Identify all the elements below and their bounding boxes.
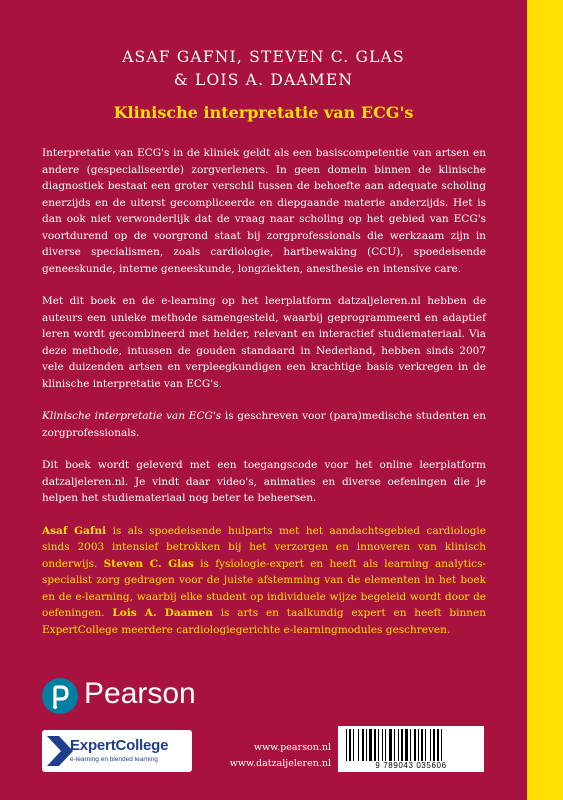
bio-text-daamen: is arts en taalkundig expert en heeft binnen ExpertCollege meerdere cardiologiegerichte e-learningmodules geschreven. [42, 607, 486, 636]
bio-name-daamen: Lois A. Daamen [112, 607, 213, 619]
barcode-bar [433, 729, 435, 761]
barcode-bar [369, 729, 372, 761]
barcode-bar [349, 729, 351, 761]
barcode-bar [398, 729, 399, 761]
pearson-logo [42, 676, 202, 716]
barcode-bar [353, 729, 354, 761]
author-bio-paragraph [42, 523, 486, 639]
barcode-bar [358, 729, 359, 761]
author-line-1: ASAF GAFNI, STEVEN C. GLAS [122, 48, 405, 66]
method-paragraph: Met dit boek en de e-learning op het leerplatform datzaljeleren.nl hebben de auteurs een unieke methode samengesteld, waarbij geprogrammeerd en adaptief leren wordt gecombineerd met helder, relevant en interactief studiemateriaal. Via deze methode, intussen de gouden standaard in Nederland, hebben sinds 2007 vele duizenden artsen en verpleegkundigen een krachtige basis verkregen in de klinische interpretatie van ECG's. [42, 295, 486, 390]
barcode-bar [378, 729, 379, 761]
barcode-bar [418, 729, 419, 761]
bio-text-glas: is fysiologie-expert en heeft als learning analytics-specialist zorg gedragen voor de juiste afstemming van de elementen in het boek en de e-learning, waarbij elke student op individuele wijze begeleid wordt door de oefeningen. [42, 557, 487, 619]
isbn-number: 9 789043 035606 [375, 761, 447, 770]
barcode-bar [405, 729, 408, 761]
bio-text-gafni: is als spoedeisende hulparts met het aandachtsgebied cardiologie sinds 2003 intensief betrokken bij het verzorgen en innoveren van klinisch onderwijs. [42, 524, 486, 570]
access-code-paragraph: Dit boek wordt geleverd met een toegangscode voor het online leerplatform datzaljeleren.nl. Je vindt daar video's, animaties en diverse oefeningen die je helpen het studiemateriaal nog beter te beheersen. [42, 459, 486, 504]
intro-paragraph: Interpretatie van ECG's in de kliniek geldt als een basiscompetentie van artsen en andere (gespecialiseerde) zorgverleners. In geen domein binnen de klinische diagnostiek bestaat een groter verschil tussen de behoefte aan adequate scholing enerzijds en de uiterst gecompliceerde en diepgaande materie anderzijds. Het is dan ook niet verwonderlijk dat de vraag naar scholing op het gebied van ECG's voortdurend op de voorgrond staat bij zorgprofessionals die werkzaam zijn in diverse specialismen, zoals cardiologie, hartbewaking (CCU), spoedeisende geneeskunde, interne geneeskunde, longziekten, anesthesie en intensive care. [42, 147, 486, 275]
isbn-barcode [338, 726, 484, 772]
barcode-bar [441, 729, 442, 761]
barcode-bar [366, 729, 367, 761]
barcode-bar [362, 729, 364, 761]
barcode-bar [430, 729, 431, 761]
barcode-bar [389, 729, 392, 761]
barcode-bar [421, 729, 423, 761]
expertcollege-tagline: e-learning en blended learning [70, 756, 158, 763]
pearson-wordmark: Pearson [84, 677, 196, 710]
bio-name-glas: Steven C. Glas [103, 557, 194, 570]
barcode-bar [410, 729, 411, 761]
barcode-bar [374, 729, 376, 761]
author-line-2: & LOIS A. DAAMEN [173, 71, 354, 89]
url-pearson[interactable]: www.pearson.nl [253, 742, 331, 753]
expertcollege-logo [42, 730, 192, 772]
back-cover-text [42, 145, 486, 654]
barcode-bar [401, 729, 403, 761]
bio-name-gafni: Asaf Gafni [42, 524, 107, 537]
barcode-bar [437, 729, 439, 761]
barcode-bar [346, 729, 347, 761]
barcode-bar [425, 729, 426, 761]
book-title: Klinische interpretatie van ECG's [113, 103, 414, 122]
barcode-bar [394, 729, 395, 761]
pearson-p-icon [42, 678, 78, 714]
author-names [0, 46, 527, 92]
barcode-bar [385, 729, 386, 761]
url-datzaljeleren[interactable]: www.datzaljeleren.nl [229, 758, 331, 769]
audience-book-title: Klinische interpretatie van ECG's [42, 410, 222, 422]
barcode-bars [344, 729, 478, 761]
expertcollege-name: ExpertCollege [70, 737, 169, 754]
audience-paragraph [42, 408, 486, 441]
barcode-bar [382, 729, 383, 761]
website-links [215, 740, 331, 772]
yellow-spine-stripe [527, 0, 563, 800]
audience-text: is geschreven voor (para)medische studenten en zorgprofessionals. [42, 410, 486, 439]
barcode-bar [414, 729, 416, 761]
